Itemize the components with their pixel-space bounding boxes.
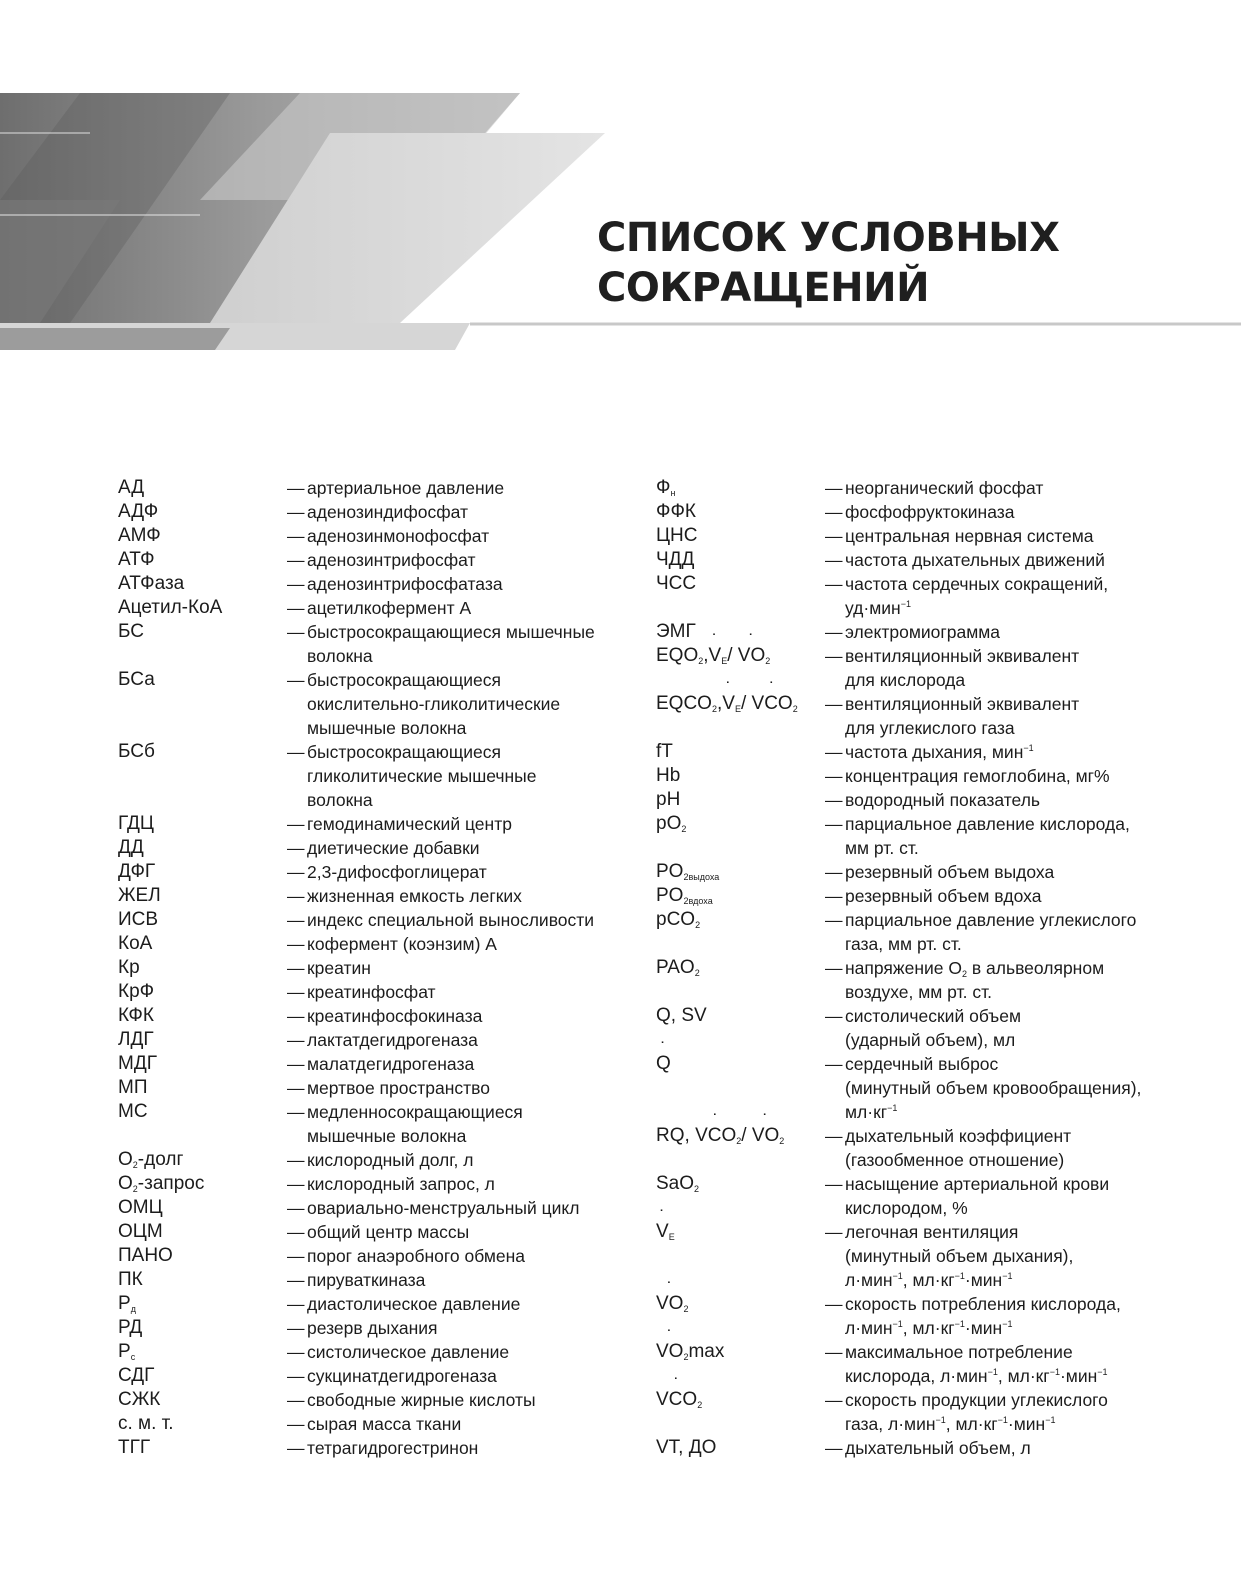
abbreviation: ˙ $VO_2\max$ (656, 1340, 825, 1388)
definition: напряжение $О_2$ в альвеолярном воздухе, мм рт. ст. (845, 958, 1105, 1002)
definition: водородный показатель (845, 790, 1041, 810)
list-item: $О_2$-долг — кислородный долг, л (118, 1148, 628, 1172)
list-item: КрФ — креатинфосфат (118, 980, 628, 1004)
abbreviation: ГДЦ (118, 813, 154, 834)
list-item: СДГ — сукцинатдегидрогеназа (118, 1364, 628, 1388)
list-item: ЛДГ — лактатдегидрогеназа (118, 1028, 628, 1052)
list-item: pCO$_2$ — парциальное давление углекислого газа, мм рт. ст. (656, 908, 1236, 956)
list-item: pH — водородный показатель (656, 788, 1236, 812)
page-title-line-2: СОКРАЩЕНИЙ (597, 265, 930, 311)
definition: парциальное давление кислорода, мм рт. ст. (845, 814, 1130, 858)
definition: аденозинтрифосфатаза (307, 574, 503, 594)
abbreviation: КФК (118, 1005, 154, 1026)
abbreviations-right-column (656, 476, 1236, 1460)
definition: диетические добавки (307, 838, 480, 858)
abbreviation: ˙ $V_E$ (656, 1220, 825, 1292)
list-item: fT — частота дыхания, мин$^{-1}$ (656, 740, 1236, 764)
definition: кофермент (коэнзим) А (307, 934, 497, 954)
abbreviation: ИСВ (118, 909, 159, 930)
list-item: КоА — кофермент (коэнзим) А (118, 932, 628, 956)
list-item: ЧСС — частота сердечных сокращений, уд·мин$^{-1}$ (656, 572, 1236, 620)
list-item: ОМЦ — овариально-менструальный цикл (118, 1196, 628, 1220)
abbreviation: ФФК (656, 501, 696, 522)
definition: креатинфосфат (307, 982, 436, 1002)
abbreviation: VT, ДО (656, 1437, 717, 1458)
list-item: АТФ — аденозинтрифосфат (118, 548, 628, 572)
abbreviation: Кр (118, 957, 140, 978)
definition: быстросокращающиеся мышечные волокна (307, 622, 595, 666)
list-item: ДФГ — 2,3-дифосфоглицерат (118, 860, 628, 884)
list-item: ТГГ — тетрагидрогестринон (118, 1436, 628, 1460)
definition: скорость продукции углекислого газа, л·мин$^{-1}$, $мл\cdot кг^{-1}\cdot мин^{-1}$ (845, 1390, 1108, 1434)
list-item: с. м. т. — сырая масса ткани (118, 1412, 628, 1436)
definition: овариально-менструальный цикл (307, 1198, 580, 1218)
definition: гемодинамический центр (307, 814, 512, 834)
page-title (597, 213, 1059, 313)
abbreviation: МС (118, 1101, 148, 1122)
abbreviation: МП (118, 1077, 148, 1098)
list-item: ˙ Q — сердечный выброс (минутный объем кровообращения), $мл\cdot кг^{-1}$ (656, 1052, 1236, 1124)
abbreviation: ЧДД (656, 549, 695, 570)
list-item: ˙ $VO_2\max$ — максимальное потребление кислорода, л·мин$^{-1}$, $мл\cdot кг^{-1}\cdot мин^{-1}$ (656, 1340, 1236, 1388)
abbreviation: $EQCO_2,˙$ $V_E/$ ˙ $VCO_2$ (656, 692, 825, 740)
abbreviation: pH (656, 789, 681, 810)
abbreviation: ПК (118, 1269, 143, 1290)
list-item: ЖЕЛ — жизненная емкость легких (118, 884, 628, 908)
list-item: $EQCO_2,˙$ $V_E/$ ˙ $VCO_2$ — вентиляционный эквивалент для углекислого газа (656, 692, 1236, 740)
definition: систолическое давление (307, 1342, 510, 1362)
list-item: ГДЦ — гемодинамический центр (118, 812, 628, 836)
abbreviation: $О_2$-запрос (118, 1173, 205, 1194)
abbreviation: АМФ (118, 525, 161, 546)
abbreviation: ОЦМ (118, 1221, 163, 1242)
list-item: ПК — пируваткиназа (118, 1268, 628, 1292)
abbreviation: БСа (118, 669, 155, 690)
abbreviations-left-column (118, 476, 628, 1460)
abbreviation: с. м. т. (118, 1413, 174, 1434)
abbreviation: ЦНС (656, 525, 698, 546)
definition: малатдегидрогеназа (307, 1054, 475, 1074)
definition: фосфофруктокиназа (845, 502, 1015, 522)
list-item: $Р_д$ — диастолическое давление (118, 1292, 628, 1316)
list-item: $Р_с$ — систолическое давление (118, 1340, 628, 1364)
definition: вентиляционный эквивалент для кислорода (845, 646, 1080, 690)
definition: кислородный запрос, л (307, 1174, 495, 1194)
abbreviation: МДГ (118, 1053, 157, 1074)
list-item: ДД — диетические добавки (118, 836, 628, 860)
list-item: АДФ — аденозиндифосфат (118, 500, 628, 524)
definition: сукцинатдегидрогеназа (307, 1366, 497, 1386)
list-item: Ацетил-КоА — ацетилкофермент А (118, 596, 628, 620)
page-title-line-1: СПИСОК УСЛОВНЫХ (597, 215, 1060, 261)
list-item: АМФ — аденозинмонофосфат (118, 524, 628, 548)
abbreviation: КоА (118, 933, 153, 954)
definition: лактатдегидрогеназа (307, 1030, 478, 1050)
abbreviation: КрФ (118, 981, 155, 1002)
abbreviation: Hb (656, 765, 681, 786)
definition: систолический объем (ударный объем), мл (845, 1006, 1021, 1050)
list-item: SaO$_2$ — насыщение артериальной крови кислородом, % (656, 1172, 1236, 1220)
definition: сердечный выброс (минутный объем кровообращения), $мл\cdot кг^{-1}$ (845, 1054, 1142, 1122)
definition: пируваткиназа (307, 1270, 426, 1290)
list-item: МС — медленносокращающиеся мышечные волокна (118, 1100, 628, 1148)
abbreviation: ˙ Q (656, 1052, 825, 1124)
list-item: АТФаза — аденозинтрифосфатаза (118, 572, 628, 596)
definition: насыщение артериальной крови кислородом, % (845, 1174, 1110, 1218)
definition: дыхательный коэффициент (газообменное отношение) (845, 1126, 1072, 1170)
definition: электромиограмма (845, 622, 1001, 642)
list-item: ЦНС — центральная нервная система (656, 524, 1236, 548)
abbreviation: $Ф_н$ (656, 477, 676, 498)
abbreviation: fT (656, 741, 673, 762)
list-item: МДГ — малатдегидрогеназа (118, 1052, 628, 1076)
definition: аденозиндифосфат (307, 502, 468, 522)
abbreviation: $Р_д$ (118, 1293, 136, 1314)
definition: порог анаэробного обмена (307, 1246, 525, 1266)
list-item: VT, ДО — дыхательный объем, л (656, 1436, 1236, 1460)
list-item: $PAO_2$ — напряжение $О_2$ в альвеолярном воздухе, мм рт. ст. (656, 956, 1236, 1004)
list-item: $EQO_2,˙$ $V_E/$ ˙ $VO_2$ — вентиляционный эквивалент для кислорода (656, 644, 1236, 692)
definition: тетрагидрогестринон (307, 1438, 479, 1458)
list-item: БС — быстросокращающиеся мышечные волокна (118, 620, 628, 668)
definition: креатинфосфокиназа (307, 1006, 483, 1026)
list-item: ЭМГ — электромиограмма (656, 620, 1236, 644)
list-item: ИСВ — индекс специальной выносливости (118, 908, 628, 932)
list-item: ОЦМ — общий центр массы (118, 1220, 628, 1244)
list-item: $PO_{2выдоха}$ — резервный объем выдоха (656, 860, 1236, 884)
definition: центральная нервная система (845, 526, 1094, 546)
definition: вентиляционный эквивалент для углекислого газа (845, 694, 1080, 738)
abbreviation: ТГГ (118, 1437, 151, 1458)
definition: общий центр массы (307, 1222, 470, 1242)
definition: 2,3-дифосфоглицерат (307, 862, 487, 882)
definition: креатин (307, 958, 371, 978)
abbreviation: $PO_{2вдоха}$ (656, 885, 713, 906)
list-item: Hb — концентрация гемоглобина, мг% (656, 764, 1236, 788)
abbreviation: $pO_2$ (656, 813, 687, 834)
definition: аденозинмонофосфат (307, 526, 490, 546)
list-item: СЖК — свободные жирные кислоты (118, 1388, 628, 1412)
definition: парциальное давление углекислого газа, мм рт. ст. (845, 910, 1137, 954)
definition: частота сердечных сокращений, уд·мин$^{-1}$ (845, 574, 1109, 618)
abbreviation: БС (118, 621, 144, 642)
list-item: $Ф_н$ — неорганический фосфат (656, 476, 1236, 500)
list-item: $pO_2$ — парциальное давление кислорода, мм рт. ст. (656, 812, 1236, 860)
definition: аденозинтрифосфат (307, 550, 476, 570)
abbreviation: ˙ $VCO_2$ (656, 1388, 825, 1436)
abbreviation: $EQO_2,˙$ $V_E/$ ˙ $VO_2$ (656, 644, 825, 692)
list-item: МП — мертвое пространство (118, 1076, 628, 1100)
abbreviation: Q, SV (656, 1005, 707, 1026)
definition: резерв дыхания (307, 1318, 438, 1338)
definition: дыхательный объем, л (845, 1438, 1031, 1458)
abbreviation: ЛДГ (118, 1029, 154, 1050)
list-item: АД — артериальное давление (118, 476, 628, 500)
definition: легочная вентиляция (минутный объем дыхания), л·мин$^{-1}$, $мл\cdot кг^{-1}\cdot мин^{-1}$ (845, 1222, 1074, 1290)
abbreviation: ЭМГ (656, 621, 696, 642)
abbreviation: $Р_с$ (118, 1341, 136, 1362)
abbreviation: $О_2$-долг (118, 1149, 184, 1170)
definition: сырая масса ткани (307, 1414, 462, 1434)
abbreviation: ДД (118, 837, 144, 858)
definition: медленносокращающиеся мышечные волокна (307, 1102, 523, 1146)
abbreviation: ДФГ (118, 861, 156, 882)
definition: концентрация гемоглобина, мг% (845, 766, 1110, 786)
definition: ацетилкофермент А (307, 598, 472, 618)
definition: кислородный долг, л (307, 1150, 474, 1170)
abbreviation: Ацетил-КоА (118, 597, 223, 618)
abbreviation: БСб (118, 741, 155, 762)
abbreviation: ОМЦ (118, 1197, 163, 1218)
definition: скорость потребления кислорода, л·мин$^{-1}$, $мл\cdot кг^{-1}\cdot мин^{-1}$ (845, 1294, 1121, 1338)
abbreviation: АТФаза (118, 573, 185, 594)
list-item: ˙ $VO_2$ — скорость потребления кислорода, л·мин$^{-1}$, $мл\cdot кг^{-1}\cdot мин^{-1}$ (656, 1292, 1236, 1340)
abbreviation: ПАНО (118, 1245, 173, 1266)
abbreviation: ЧСС (656, 573, 697, 594)
abbreviation: ЖЕЛ (118, 885, 161, 906)
definition: индекс специальной выносливости (307, 910, 595, 930)
definition: резервный объем выдоха (845, 862, 1055, 882)
definition: максимальное потребление кислорода, л·мин$^{-1}$, $мл\cdot кг^{-1}\cdot мин^{-1}$ (845, 1342, 1108, 1386)
list-item: РД — резерв дыхания (118, 1316, 628, 1340)
abbreviation: АТФ (118, 549, 155, 570)
list-item: БСа — быстросокращающиеся окислительно-гликолитические мышечные волокна (118, 668, 628, 740)
list-item: ЧДД — частота дыхательных движений (656, 548, 1236, 572)
list-item: ˙ $VCO_2$ — скорость продукции углекислого газа, л·мин$^{-1}$, $мл\cdot кг^{-1}\cdot мин^{-1}$ (656, 1388, 1236, 1436)
definition: частота дыхания, мин$^{-1}$ (845, 742, 1034, 762)
list-item: КФК — креатинфосфокиназа (118, 1004, 628, 1028)
abbreviation: РД (118, 1317, 143, 1338)
abbreviation: ˙ $VO_2$ (656, 1292, 825, 1340)
abbreviation: СДГ (118, 1365, 155, 1386)
definition: быстросокращающиеся окислительно-гликолитические мышечные волокна (307, 670, 561, 738)
abbreviation: АД (118, 477, 145, 498)
abbreviation: SaO$_2$ (656, 1173, 700, 1194)
definition: диастолическое давление (307, 1294, 521, 1314)
definition: мертвое пространство (307, 1078, 490, 1098)
list-item: ПАНО — порог анаэробного обмена (118, 1244, 628, 1268)
definition: артериальное давление (307, 478, 505, 498)
list-item: БСб — быстросокращающиеся гликолитические мышечные волокна (118, 740, 628, 812)
abbreviation: АДФ (118, 501, 159, 522)
definition: жизненная емкость легких (307, 886, 522, 906)
abbreviation: $PAO_2$ (656, 957, 700, 978)
abbreviation: RQ, ˙ $VCO_2/$ ˙ $VO_2$ (656, 1124, 825, 1172)
abbreviation: $PO_{2выдоха}$ (656, 861, 720, 882)
abbreviation: СЖК (118, 1389, 161, 1410)
definition: неорганический фосфат (845, 478, 1044, 498)
definition: частота дыхательных движений (845, 550, 1105, 570)
definition: свободные жирные кислоты (307, 1390, 536, 1410)
list-item: $О_2$-запрос — кислородный запрос, л (118, 1172, 628, 1196)
abbreviation: pCO$_2$ (656, 909, 701, 930)
list-item: ФФК — фосфофруктокиназа (656, 500, 1236, 524)
definition: резервный объем вдоха (845, 886, 1042, 906)
list-item: Q, SV — систолический объем (ударный объем), мл (656, 1004, 1236, 1052)
list-item: $PO_{2вдоха}$ — резервный объем вдоха (656, 884, 1236, 908)
definition: быстросокращающиеся гликолитические мышечные волокна (307, 742, 537, 810)
list-item: RQ, ˙ $VCO_2/$ ˙ $VO_2$ — дыхательный коэффициент (газообменное отношение) (656, 1124, 1236, 1172)
list-item: Кр — креатин (118, 956, 628, 980)
list-item: ˙ $V_E$ — легочная вентиляция (минутный объем дыхания), л·мин$^{-1}$, $мл\cdot кг^{-1}\cdot мин^{-1}$ (656, 1220, 1236, 1292)
